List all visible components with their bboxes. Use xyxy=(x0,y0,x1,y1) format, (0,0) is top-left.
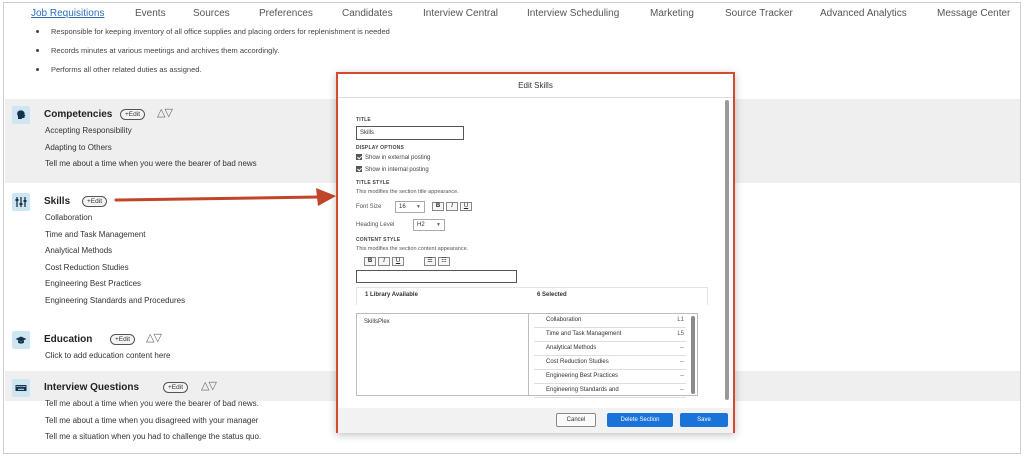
interview-questions-section xyxy=(12,379,342,442)
title-style-hint: This modifies the section title appearance. xyxy=(356,189,459,195)
education-section xyxy=(12,331,342,360)
italic-button[interactable]: I xyxy=(446,202,458,211)
list-item: Adapting to Others xyxy=(45,142,112,152)
nav-job-requisitions[interactable]: Job Requisitions xyxy=(31,8,105,19)
chevron-down-icon: ▼ xyxy=(436,222,441,228)
list-item: Tell me about a time when you were the bearer of bad news xyxy=(45,159,257,169)
selected-row[interactable] xyxy=(534,370,686,384)
reorder-arrows-icon[interactable]: △▽ xyxy=(201,380,216,392)
library-item-skillsplex[interactable]: SkillsPlex xyxy=(364,319,390,325)
job-description-bullets xyxy=(34,27,390,84)
nav-source-tracker[interactable]: Source Tracker xyxy=(725,8,793,19)
list-format-toolbar xyxy=(424,257,450,267)
show-external-checkbox[interactable] xyxy=(356,154,362,160)
heading-level-select[interactable] xyxy=(413,219,445,231)
list-item: Performs all other related duties as assigned. xyxy=(34,65,334,84)
section-title: Interview Questions xyxy=(44,382,140,393)
level-select[interactable]: -- xyxy=(680,345,684,351)
competencies-list xyxy=(45,126,257,176)
nav-interview-central[interactable]: Interview Central xyxy=(423,8,499,19)
skill-name: Analytical Methods xyxy=(546,345,597,351)
list-item: Responsible for keeping inventory of all office supplies and placing orders for replenishment is needed xyxy=(34,27,334,46)
selected-row[interactable] xyxy=(534,328,686,342)
list-item: Records minutes at various meetings and archives them accordingly. xyxy=(34,46,334,65)
content-style-hint: This modifies the section content appearance. xyxy=(356,246,469,252)
nav-sources[interactable]: Sources xyxy=(193,8,230,19)
list-item: Engineering Standards and Procedures xyxy=(45,295,186,305)
selected-header: 6 Selected xyxy=(537,292,567,298)
selected-row[interactable] xyxy=(534,384,686,398)
education-edit-button[interactable]: +Edit xyxy=(110,334,135,345)
bold-button[interactable]: B xyxy=(364,257,376,266)
graduation-cap-icon xyxy=(12,331,30,349)
skills-list xyxy=(45,213,185,313)
skill-name: Cost Reduction Studies xyxy=(546,359,609,365)
nav-advanced-analytics[interactable]: Advanced Analytics xyxy=(820,8,907,19)
section-title: Competencies xyxy=(44,109,113,120)
skill-name: Engineering Standards and xyxy=(546,387,619,393)
section-title: Education xyxy=(44,334,93,345)
annotation-arrow-icon xyxy=(114,187,339,211)
dialog-footer xyxy=(338,408,733,433)
list-item: Tell me about a time when you were the bearer of bad news. xyxy=(45,399,259,408)
selected-list xyxy=(528,313,698,396)
show-external-row[interactable] xyxy=(356,154,430,162)
level-select[interactable]: L1 xyxy=(677,317,684,323)
cancel-button[interactable]: Cancel xyxy=(556,413,596,427)
chevron-down-icon: ▼ xyxy=(416,204,421,210)
nav-preferences[interactable]: Preferences xyxy=(259,8,313,19)
interview-header xyxy=(12,379,342,397)
numbered-list-icon[interactable]: ☷ xyxy=(438,257,450,266)
list-item: Collaboration xyxy=(45,213,93,222)
interview-edit-button[interactable]: +Edit xyxy=(163,382,188,393)
education-header xyxy=(12,331,342,349)
title-style-label: TITLE STYLE xyxy=(356,180,390,186)
list-item: Time and Task Management xyxy=(45,229,146,239)
level-select[interactable]: L5 xyxy=(677,331,684,337)
reorder-arrows-icon[interactable]: △▽ xyxy=(146,332,161,344)
nav-events[interactable]: Events xyxy=(135,8,166,19)
list-item: Tell me about a time when you disagreed with your manager xyxy=(45,415,259,425)
nav-candidates[interactable]: Candidates xyxy=(342,8,393,19)
content-format-toolbar xyxy=(364,257,404,267)
list-item: Engineering Best Practices xyxy=(45,279,142,289)
list-item: Cost Reduction Studies xyxy=(45,262,129,272)
dialog-title: Edit Skills xyxy=(518,81,553,90)
head-icon xyxy=(12,106,30,124)
keyboard-icon xyxy=(12,379,30,397)
section-title: Skills xyxy=(44,196,71,207)
show-internal-label: Show in internal posting xyxy=(365,167,429,173)
italic-button[interactable]: I xyxy=(378,257,390,266)
show-internal-checkbox[interactable] xyxy=(356,166,362,172)
content-style-label: CONTENT STYLE xyxy=(356,237,401,243)
show-internal-row[interactable] xyxy=(356,166,429,174)
dialog-divider xyxy=(338,97,733,98)
font-size-select[interactable] xyxy=(395,201,425,213)
skills-panel-header xyxy=(356,287,708,305)
dialog-scrollbar[interactable] xyxy=(725,100,729,400)
level-select[interactable]: -- xyxy=(680,359,684,365)
list-item: Tell me a situation when you had to challenge the status quo. xyxy=(45,432,262,442)
list-item: Accepting Responsibility xyxy=(45,126,132,135)
show-external-label: Show in external posting xyxy=(365,155,431,161)
heading-level-value: H2 xyxy=(417,222,425,228)
reorder-arrows-icon[interactable]: △▽ xyxy=(157,107,172,119)
nav-interview-scheduling[interactable]: Interview Scheduling xyxy=(527,8,620,19)
skill-name: Time and Task Management xyxy=(546,331,622,337)
sliders-icon xyxy=(12,193,30,211)
font-size-label: Font Size xyxy=(356,204,382,210)
selected-row[interactable] xyxy=(534,314,686,328)
title-format-toolbar xyxy=(432,202,472,212)
education-list xyxy=(45,351,170,368)
title-label: TITLE xyxy=(356,117,371,123)
save-button[interactable]: Save xyxy=(680,413,728,427)
display-options-label: DISPLAY OPTIONS xyxy=(356,145,405,151)
competencies-section xyxy=(12,106,342,169)
bold-button[interactable]: B xyxy=(432,202,444,211)
skill-name: Engineering Best Practices xyxy=(546,373,619,379)
skill-name: Collaboration xyxy=(546,317,582,323)
underline-button[interactable]: U xyxy=(460,202,472,211)
selected-row[interactable] xyxy=(534,356,686,370)
content-input[interactable] xyxy=(356,270,517,283)
bulleted-list-icon[interactable]: ☰ xyxy=(424,257,436,266)
heading-level-label: Heading Level xyxy=(356,222,395,228)
library-list xyxy=(356,313,529,396)
nav-message-center[interactable]: Message Center xyxy=(937,8,1011,19)
app-frame xyxy=(3,2,1021,454)
underline-button[interactable]: U xyxy=(392,257,404,266)
title-input[interactable]: Skills xyxy=(356,126,464,140)
selected-scrollbar[interactable] xyxy=(691,316,695,394)
font-size-value: 16 xyxy=(399,204,406,210)
delete-section-button[interactable]: Delete Section xyxy=(607,413,673,427)
skills-edit-button[interactable]: +Edit xyxy=(82,196,107,207)
education-placeholder[interactable]: Click to add education content here xyxy=(45,351,171,360)
library-header: 1 Library Available xyxy=(365,292,418,298)
level-select[interactable]: -- xyxy=(680,387,684,393)
interview-list xyxy=(45,399,261,449)
competencies-edit-button[interactable]: +Edit xyxy=(120,109,145,120)
selected-row[interactable] xyxy=(534,342,686,356)
edit-skills-dialog xyxy=(336,72,735,433)
list-item: Analytical Methods xyxy=(45,246,113,256)
nav-marketing[interactable]: Marketing xyxy=(650,8,694,19)
level-select[interactable]: -- xyxy=(680,373,684,379)
top-nav xyxy=(4,3,1020,23)
competencies-header xyxy=(12,106,342,124)
